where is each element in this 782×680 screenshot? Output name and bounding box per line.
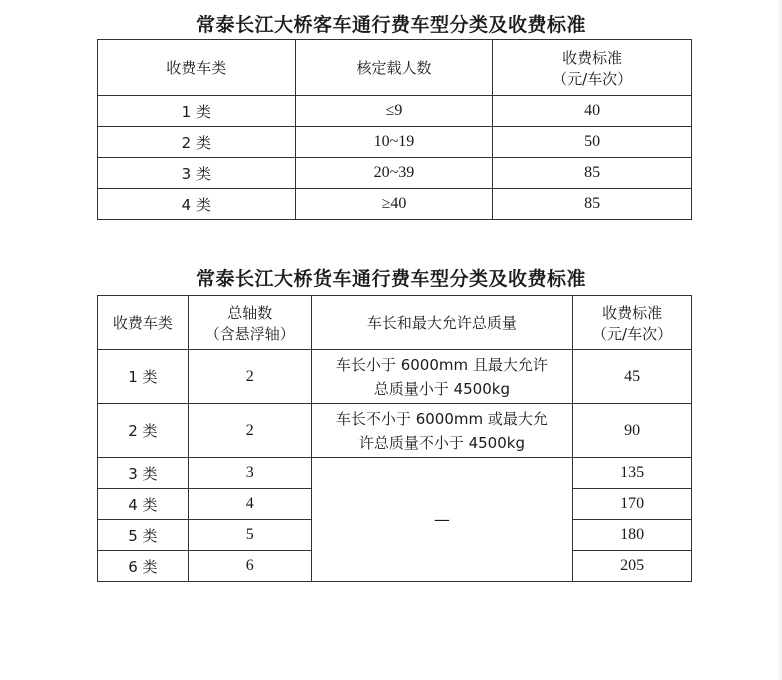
- freight-table-title: 常泰长江大桥货车通行费车型分类及收费标准: [195, 268, 586, 290]
- cell-fee: 50: [493, 127, 692, 158]
- table-row: [98, 127, 692, 158]
- passenger-fee-table: [97, 39, 692, 220]
- cell-class: 4 类: [98, 189, 296, 220]
- cell-fee: 40: [493, 96, 692, 127]
- table-row: [98, 350, 692, 404]
- passenger-table-title: 常泰长江大桥客车通行费车型分类及收费标准: [195, 14, 586, 36]
- header-fee: [493, 40, 692, 96]
- header-fee: [573, 296, 692, 350]
- cell-class: 2 类: [98, 404, 189, 458]
- cell-class: 1 类: [98, 96, 296, 127]
- cell-class: 5 类: [98, 520, 189, 551]
- table-row: [98, 458, 692, 489]
- cell-fee: 85: [493, 189, 692, 220]
- cell-axles: 2: [188, 350, 311, 404]
- table-row: [98, 404, 692, 458]
- criteria-line2: 许总质量不小于 4500kg: [358, 433, 525, 452]
- header-axles-line2: （含悬浮轴）: [204, 324, 295, 343]
- cell-axles: 6: [188, 551, 311, 582]
- cell-class: 2 类: [98, 127, 296, 158]
- cell-capacity: 20~39: [295, 158, 493, 189]
- cell-criteria: [311, 404, 573, 458]
- cell-class: 4 类: [98, 489, 189, 520]
- table-header-row: [98, 40, 692, 96]
- header-fee-line1: 收费标准: [562, 48, 623, 67]
- criteria-line1: 车长小于 6000mm 且最大允许: [335, 355, 548, 374]
- cell-criteria: [311, 350, 573, 404]
- cell-axles: 2: [188, 404, 311, 458]
- header-axles-line1: 总轴数: [227, 303, 273, 322]
- cell-capacity: 10~19: [295, 127, 493, 158]
- cell-class: 1 类: [98, 350, 189, 404]
- table-row: [98, 96, 692, 127]
- cell-fee: 180: [573, 520, 692, 551]
- cell-fee: 85: [493, 158, 692, 189]
- cell-fee: 90: [573, 404, 692, 458]
- header-fee-line2: （元/车次）: [592, 324, 673, 343]
- page-edge-shadow: [776, 0, 782, 680]
- header-fee-line1: 收费标准: [602, 303, 663, 322]
- cell-fee: 170: [573, 489, 692, 520]
- cell-class: 3 类: [98, 158, 296, 189]
- cell-class: 6 类: [98, 551, 189, 582]
- cell-axles: 5: [188, 520, 311, 551]
- header-class: 收费车类: [98, 296, 189, 350]
- header-axles: [188, 296, 311, 350]
- header-criteria: 车长和最大允许总质量: [311, 296, 573, 350]
- header-fee-line2: （元/车次）: [552, 69, 633, 88]
- table-row: [98, 158, 692, 189]
- header-capacity: 核定载人数: [295, 40, 493, 96]
- header-class: 收费车类: [98, 40, 296, 96]
- cell-fee: 45: [573, 350, 692, 404]
- cell-fee: 135: [573, 458, 692, 489]
- table-row: [98, 189, 692, 220]
- cell-criteria-merged: —: [311, 458, 573, 582]
- cell-capacity: ≥40: [295, 189, 493, 220]
- table-header-row: [98, 296, 692, 350]
- cell-axles: 3: [188, 458, 311, 489]
- freight-fee-table: [97, 295, 692, 582]
- criteria-line1: 车长不小于 6000mm 或最大允: [335, 409, 548, 428]
- cell-axles: 4: [188, 489, 311, 520]
- cell-class: 3 类: [98, 458, 189, 489]
- cell-capacity: ≤9: [295, 96, 493, 127]
- criteria-line2: 总质量小于 4500kg: [373, 379, 510, 398]
- cell-fee: 205: [573, 551, 692, 582]
